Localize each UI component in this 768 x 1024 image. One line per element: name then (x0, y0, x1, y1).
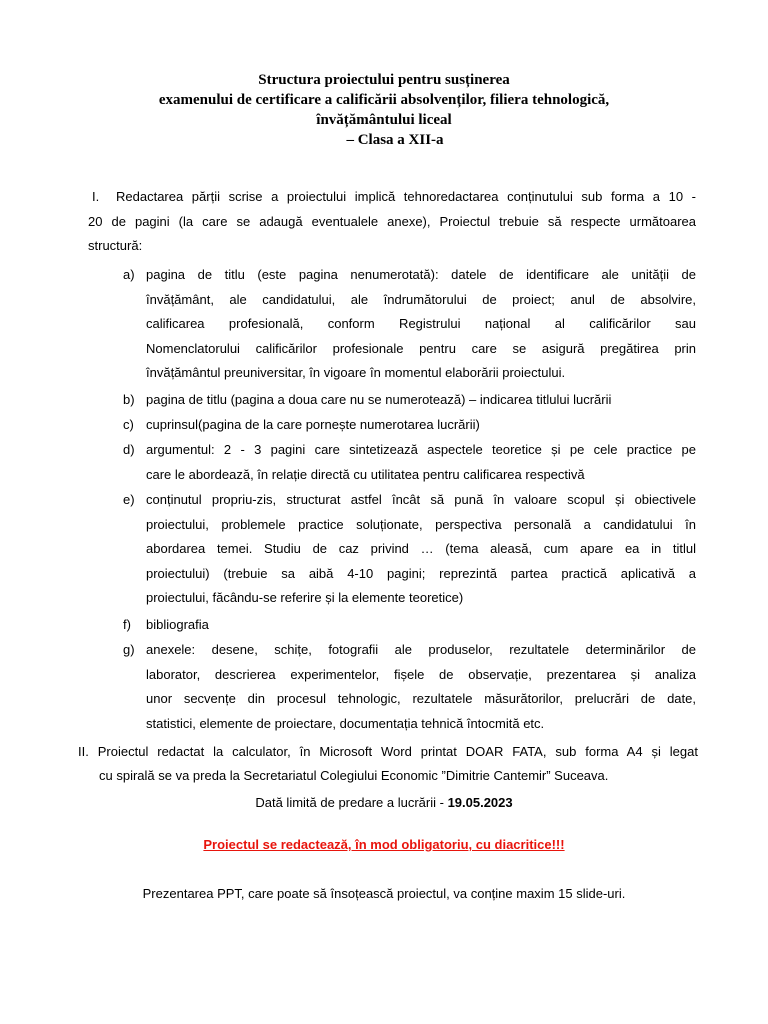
title-line-2: examenului de certificare a calificării absolvenților, filiera tehnologică, (158, 92, 610, 108)
section-1-line: Redactarea părții scrise a proiectului implică tehnoredactarea conținutului sub forma a 10 - (116, 189, 696, 204)
list-item-line: abordarea temei. Studiu de caz privind … (tema aleasă, cum apare ea in titlul (146, 541, 696, 556)
list-item-marker: b) (123, 392, 135, 407)
list-item-line: calificarea profesională, conform Registrului național al calificărilor sau (146, 316, 696, 331)
list-item-line: cuprinsul(pagina de la care pornește numerotarea lucrării) (146, 417, 480, 432)
section-1 (88, 185, 696, 259)
title-line-1: Structura proiectului pentru susținerea (258, 72, 510, 88)
section-1-line: structură: (88, 238, 143, 253)
list-item-line: unor secvențe din procesul tehnologic, rezultatele măsurătorilor, prelucrări de date, (146, 691, 696, 706)
list-item-line: conținutul propriu-zis, structurat astfel încât să pună în valoare scopul și obiectivele (146, 492, 696, 507)
list-item-line: care le abordează, în relație directă cu utilitatea pentru calificarea respectivă (146, 466, 585, 482)
list-item-line: proiectului, făcându-se referire și la elemente teoretice) (146, 590, 464, 605)
list-item-marker: d) (123, 442, 135, 457)
list-item-marker: g) (123, 642, 135, 657)
list-item-line: anexele: desene, schițe, fotografii ale produselor, rezultatele determinărilor de (146, 642, 696, 657)
list-item-line: proiectului) (trebuie sa aibă 4-10 pagini; reprezintă partea practică aplicativă a (146, 565, 696, 581)
document-title (0, 70, 768, 150)
list-item-line: argumentul: 2 - 3 pagini care sintetizează aspectele teoretice și pe cele practice pe (146, 442, 696, 457)
deadline-label: Dată limită de predare a lucrării - (255, 795, 448, 810)
list-item-marker: c) (123, 417, 134, 432)
diacritics-warning-text: Proiectul se redactează, în mod obligatoriu, cu diacritice!!! (203, 837, 565, 852)
list-item-line: pagina de titlu (pagina a doua care nu se numerotează) – indicarea titlului lucrării (146, 392, 612, 407)
section-2-line-2: cu spirală se va preda la Secretariatul Colegiului Economic ”Dimitrie Cantemir” Suceava. (99, 768, 609, 783)
ppt-note-text: Prezentarea PPT, care poate să însoțească proiectul, va conține maxim 15 slide-uri. (142, 886, 626, 901)
list-item-line: proiectului, problemele practice soluționate, perspectiva personală a candidatului în (146, 516, 696, 532)
section-1-line: 20 de pagini (la care se adaugă eventualele anexe), Proiectul trebuie să respecte următoarea (88, 213, 696, 229)
list-item-line: Nomenclatorului calificărilor profesionale pentru care se asigură pregătirea prin (146, 340, 696, 356)
list-item-line: statistici, elemente de proiectare, documentația tehnică întocmită etc. (146, 715, 545, 731)
list-item-line: pagina de titlu (este pagina nenumerotată): datele de identificare ale unității de (146, 267, 696, 282)
title-line-3: învățământului liceal (316, 112, 452, 128)
list-item-marker: a) (123, 267, 135, 282)
list-item-line: bibliografia (146, 617, 209, 632)
diacritics-warning (0, 835, 768, 855)
list-item-line: laborator, descrierea experimentelor, fișele de observație, prezentarea și analiza (146, 666, 696, 682)
section-2 (78, 740, 698, 788)
list-item-line: învățământ, ale candidatului, ale îndrumătorului de proiect; anul de absolvire, (146, 291, 696, 307)
title-line-4: – Clasa a XII-a (346, 132, 444, 148)
ppt-note (0, 884, 768, 904)
deadline-date: 19.05.2023 (447, 795, 513, 810)
section-1-number: I. (92, 189, 100, 204)
list-item-line: învățământul preuniversitar, în vigoare în momentul elaborării proiectului. (146, 365, 566, 380)
list-item-marker: e) (123, 492, 135, 507)
list-item-marker: f) (123, 617, 131, 632)
section-2-line-1: II. Proiectul redactat la calculator, în Microsoft Word printat DOAR FATA, sub forma A4 și legat (78, 744, 698, 759)
deadline (0, 793, 768, 813)
